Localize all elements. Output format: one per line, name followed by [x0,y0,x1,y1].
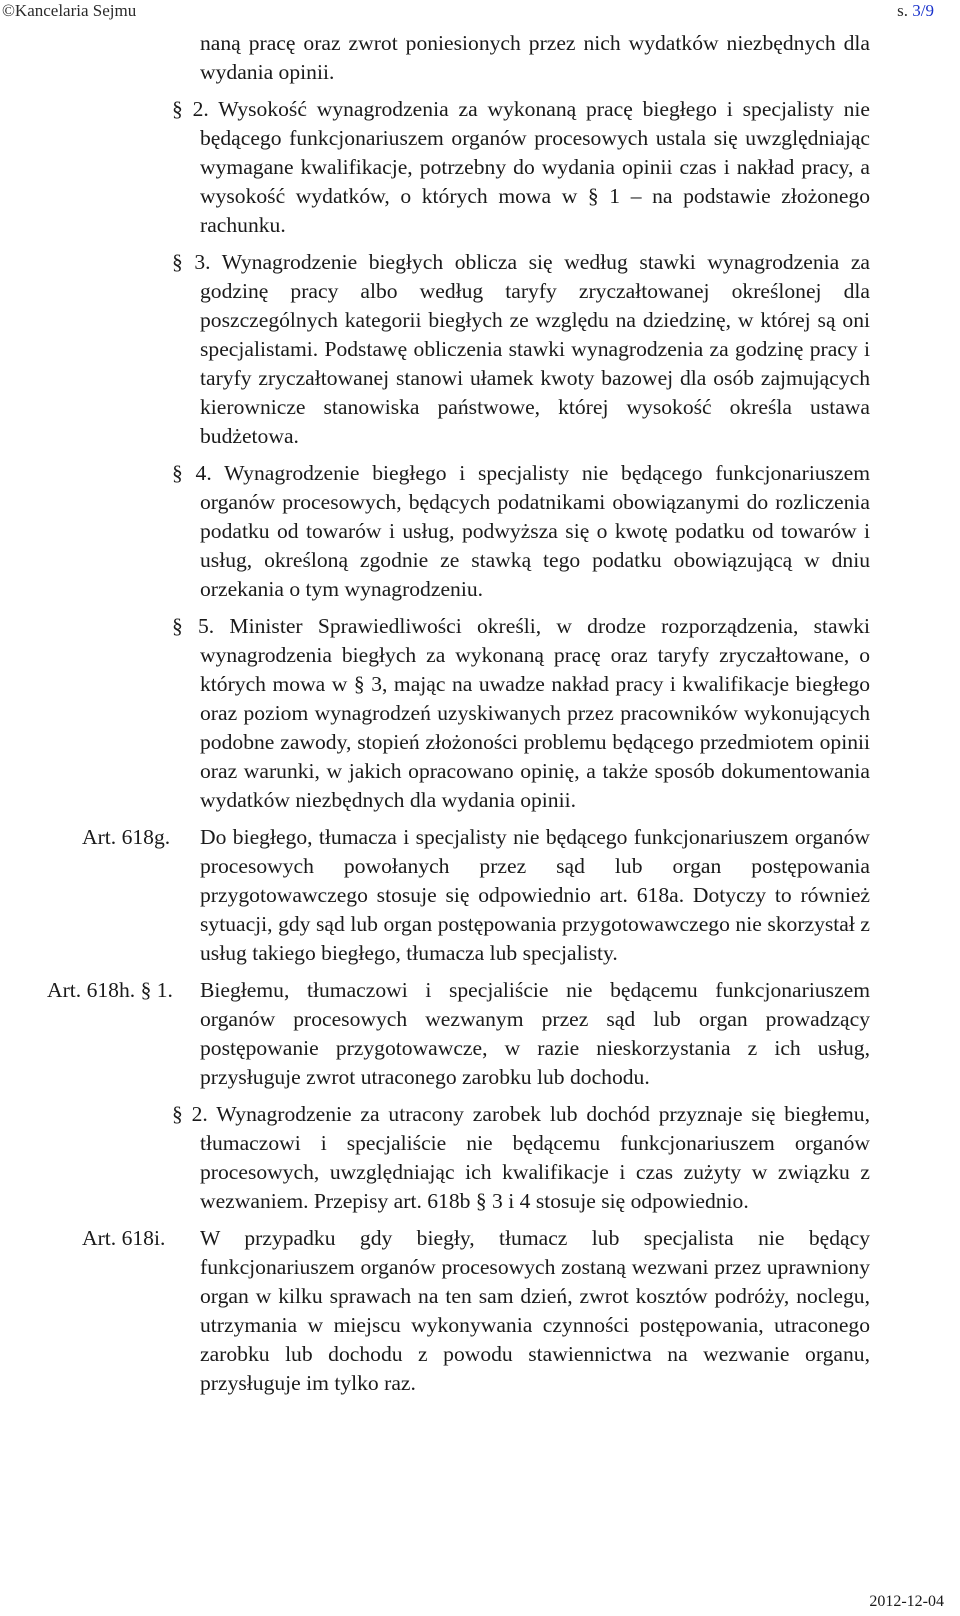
article-label: Art. 618h. § 1. [47,978,173,1002]
page-number [897,0,934,22]
article-618h [47,976,870,1092]
paragraph-sec-4: § 4. Wynagrodzenie biegłego i specjalisty nie będącego funkcjonariuszem organów procesowych, będących podatnikami obowiązanymi do rozliczenia podatku od towarów i usług, podwyższa się o kwotę podatku od towarów i usług, określoną zgodnie ze stawką tego podatku obowiązującą w dniu orzekania o tym wynagrodzeniu. [172,461,870,601]
paragraph-continuation: naną pracę oraz zwrot poniesionych przez nich wydatków niezbędnych dla wydania opinii. [200,31,870,84]
article-text: Do biegłego, tłumacza i specjalisty nie będącego funkcjonariuszem organów procesowych powołanych przez sąd lub organ postępowania przygotowawczego stosuje się odpowiednio art. 618a. Dotyczy to również sytuacji, gdy sąd lub organ postępowania przygotowawczego nie skorzystał z usług takiego biegłego, tłumacza lub specjalisty. [200,825,870,965]
document-body [0,29,960,1398]
page-prefix: s. [897,1,913,20]
article-618i [82,1224,870,1398]
copyright-label: ©Kancelaria Sejmu [2,1,137,20]
article-text: Biegłemu, tłumaczowi i specjaliście nie będącemu funkcjonariuszem organów procesowych wezwanym przez sąd lub organ prowadzący postępowanie przygotowawcze, w razie nieskorzystania z ich usług, przysługuje zwrot utraconego zarobku lub dochodu. [200,978,870,1089]
page-number-value[interactable]: 3/9 [912,1,934,20]
article-label: Art. 618i. [82,1226,166,1250]
article-text: W przypadku gdy biegły, tłumacz lub specjalista nie będący funkcjonariuszem organów procesowych zostaną wezwani przez uprawniony organ w kilku sprawach na ten sam dzień, zwrot kosztów podróży, noclegu, utrzymania w miejscu wykonywania czynności postępowania, utraconego zarobku lub dochodu z powodu stawiennictwa na wezwanie organu, przysługuje im tylko raz. [200,1226,870,1395]
paragraph-618h-sec-2: § 2. Wynagrodzenie za utracony zarobek lub dochód przyznaje się biegłemu, tłumaczowi i specjaliście nie będącemu funkcjonariuszem organów procesowych, uwzględniając ich kwalifikacje i czas zużyty w związku z wezwaniem. Przepisy art. 618b § 3 i 4 stosuje się odpowiednio. [172,1102,870,1213]
paragraph-sec-3: § 3. Wynagrodzenie biegłych oblicza się według stawki wynagrodzenia za godzinę pracy albo według taryfy zryczałtowanej określonej dla poszczególnych kategorii biegłych ze względu na dziedzinę, w której są oni specjalistami. Podstawę obliczenia stawki wynagrodzenia za godzinę pracy i taryfy zryczałtowanej stanowi ułamek kwoty bazowej dla osób zajmujących kierownicze stanowiska państwowe, której wysokość określa ustawa budżetowa. [172,250,870,448]
article-label: Art. 618g. [82,825,171,849]
paragraph-sec-2: § 2. Wysokość wynagrodzenia za wykonaną pracę biegłego i specjalisty nie będącego funkcjonariuszem organów procesowych ustala się uwzględniając wymagane kwalifikacje, potrzebny do wydania opinii czas i nakład pracy, a wysokość wydatków, o których mowa w § 1 – na podstawie złożonego rachunku. [172,97,870,237]
paragraph-sec-5: § 5. Minister Sprawiedliwości określi, w drodze rozporządzenia, stawki wynagrodzenia biegłych za wykonaną pracę oraz taryfy zryczałtowane, o których mowa w § 3, mając na uwadze nakład pracy i kwalifikacje biegłego oraz poziom wynagrodzeń uzyskiwanych przez pracowników wykonujących podobne zawody, stopień złożoności problemu będącego przedmiotem opinii oraz warunki, w jakich opracowano opinię, a także sposób dokumentowania wydatków niezbędnych dla wydania opinii. [172,614,870,812]
page-footer-date: 2012-12-04 [869,1593,944,1610]
article-618g [82,823,870,968]
page-header [0,0,960,22]
